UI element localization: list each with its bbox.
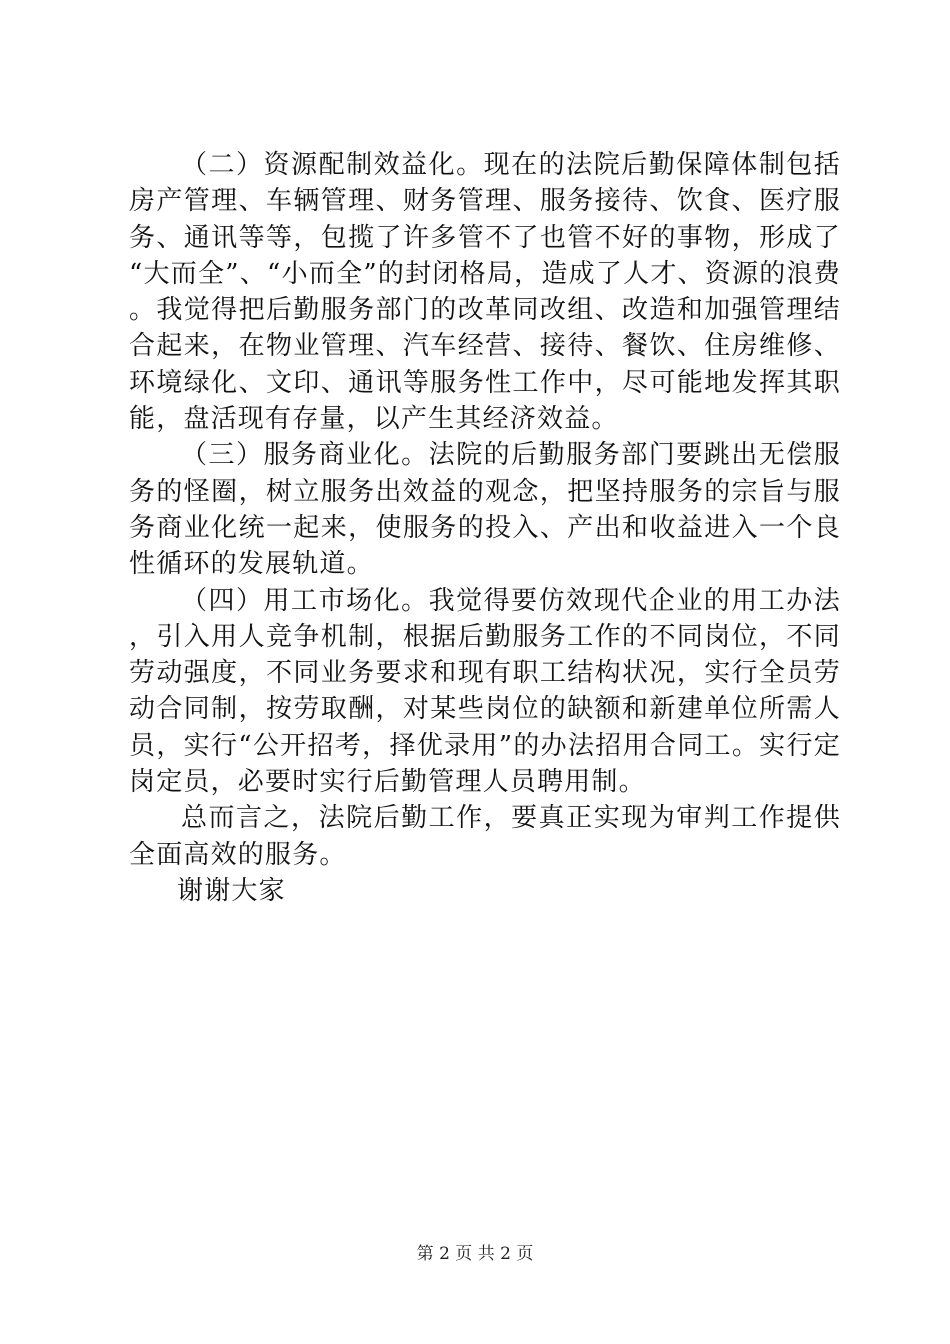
document-body: [129, 147, 841, 909]
paragraph-resource-allocation: （二）资源配制效益化。现在的法院后勤保障体制包括房产管理、车辆管理、财务管理、服务接待、饮食、医疗服务、通讯等等，包揽了许多管不了也管不好的事物，形成了“大而全”、“小而全”的封闭格局，造成了人才、资源的浪费。我觉得把后勤服务部门的改革同改组、改造和加强管理结合起来，在物业管理、汽车经营、接待、餐饮、住房维修、环境绿化、文印、通讯等服务性工作中，尽可能地发挥其职能，盘活现有存量，以产生其经济效益。: [129, 150, 841, 435]
paragraph-service-commercialization: （三）服务商业化。法院的后勤服务部门要跳出无偿服务的怪圈，树立服务出效益的观念，把坚持服务的宗旨与服务商业化统一起来，使服务的投入、产出和收益进入一个良性循环的发展轨道。: [129, 440, 841, 580]
closing-thanks: 谢谢大家: [177, 875, 286, 906]
page-footer: [0, 1244, 950, 1264]
paragraph-conclusion: 总而言之，法院后勤工作，要真正实现为审判工作提供全面高效的服务。: [129, 803, 841, 870]
paragraph-employment-marketization: （四）用工市场化。我觉得要仿效现代企业的用工办法，引入用人竞争机制，根据后勤服务工作的不同岗位，不同劳动强度，不同业务要求和现有职工结构状况，实行全员劳动合同制，按劳取酬，对某些岗位的缺额和新建单位所需人员，实行“公开招考，择优录用”的办法招用合同工。实行定岗定员，必要时实行后勤管理人员聘用制。: [129, 585, 841, 798]
page-number: 第 2 页 共 2 页: [416, 1244, 534, 1264]
